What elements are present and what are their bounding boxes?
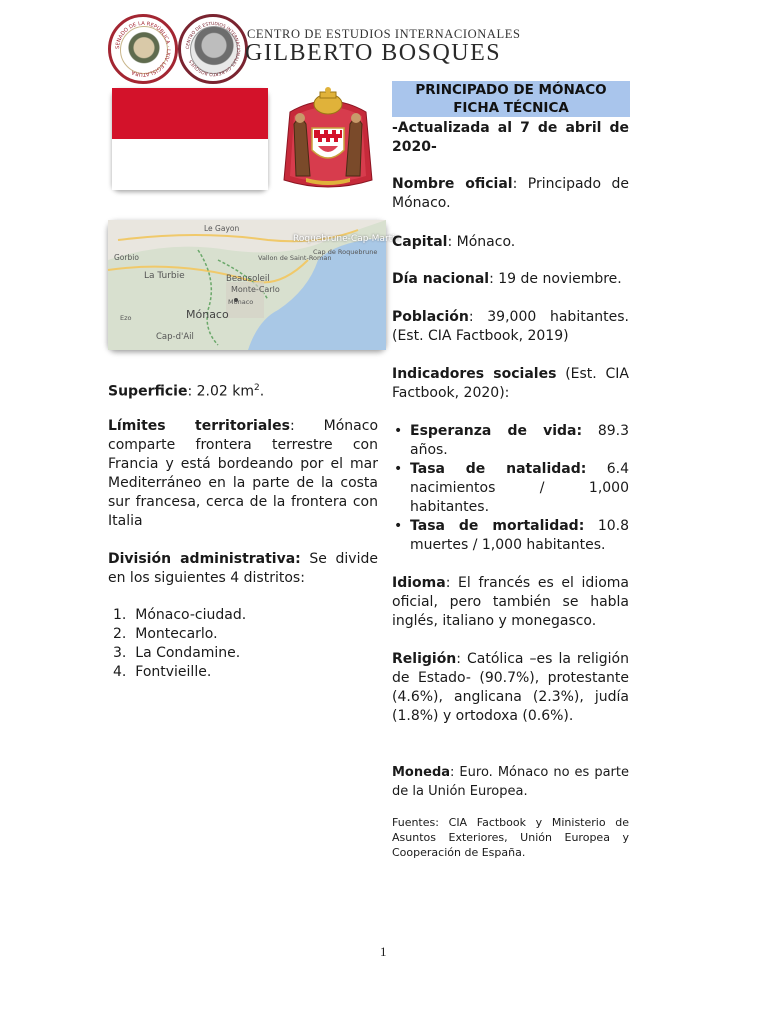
idioma-label: Idioma: [392, 575, 446, 591]
coat-of-arms-icon: [272, 84, 384, 196]
map-label: Cap-d'Ail: [156, 332, 194, 342]
indicator-label: Tasa de mortalidad:: [410, 518, 585, 534]
page-number: 1: [380, 944, 387, 959]
indicator-item: [392, 460, 629, 517]
idioma-value: : El francés es el idioma oficial, pero también se habla inglés, italiano y monegasco.: [392, 575, 629, 629]
indicadores-label: Indicadores sociales: [392, 366, 557, 382]
nombre-value: : Principado de Mónaco.: [392, 176, 629, 211]
map-label: Ezo: [120, 314, 132, 322]
title-line-2: FICHA TÉCNICA: [453, 100, 569, 116]
bullet-icon: •: [394, 423, 403, 439]
map-label: Monte-Carlo: [231, 285, 280, 294]
limites-label: Límites territoriales: [108, 418, 290, 434]
district-name: Montecarlo.: [135, 626, 218, 642]
monaco-flag: [112, 88, 268, 190]
division-value: Se divide en los siguientes 4 distritos:: [108, 551, 378, 586]
indicator-label: Esperanza de vida:: [410, 423, 583, 439]
religion-value: : Católica –es la religión de Estado- (90.7%), protestante (4.6%), anglicana (2.3%), judía (1.8%) y ortodoxa (0.6%).: [392, 651, 629, 724]
division-administrativa: [108, 550, 378, 588]
superficie-label: Superficie: [108, 383, 188, 400]
org-title: GILBERTO BOSQUES: [245, 40, 502, 66]
map-label: Cap de Roquebrune: [313, 248, 378, 256]
indicator-item: [392, 422, 629, 460]
indicator-item: [392, 517, 629, 555]
monaco-map: [108, 220, 401, 350]
map-label: Mónaco: [186, 308, 229, 321]
flag-white-band: [112, 139, 268, 190]
moneda-label: Moneda: [392, 765, 451, 780]
district-item: 3. La Condamine.: [113, 645, 241, 661]
indicator-value: 89.3 años.: [410, 423, 629, 458]
map-label: Mónaco: [228, 298, 254, 306]
svg-text:SENADO DE LA REPÚBLICA · LXIV: SENADO DE LA REPÚBLICA · LXIV LEGISLATURA: [114, 20, 172, 78]
bullet-icon: •: [394, 518, 403, 534]
title-line-1: PRINCIPADO DE MÓNACO: [415, 82, 607, 98]
limites-value: : Mónaco comparte frontera terrestre con Francia y está bordeando por el mar Mediterráneo en la parte de la costa sur francesa, cerca de la frontera con Italia: [108, 418, 379, 529]
division-label: División administrativa:: [108, 551, 301, 567]
org-subtitle: CENTRO DE ESTUDIOS INTERNACIONALES: [247, 27, 521, 41]
sources-note: Fuentes: CIA Factbook y Ministerio de Asuntos Exteriores, Unión Europea y Cooperación de España.: [392, 816, 629, 859]
indicator-value: 10.8 muertes / 1,000 habitantes.: [410, 518, 629, 553]
nombre-label: Nombre oficial: [392, 176, 513, 192]
religion-label: Religión: [392, 651, 457, 667]
map-label: Roquebrune-Cap-Martin: [293, 234, 401, 244]
district-name: La Condamine.: [135, 645, 241, 661]
moneda-value: : Euro. Mónaco no es parte de la Unión Europea.: [392, 765, 629, 799]
map-label: La Turbie: [144, 271, 185, 281]
poblacion-label: Población: [392, 309, 469, 325]
bullet-icon: •: [394, 461, 403, 477]
idioma: [392, 574, 629, 631]
map-label: Beausoleil: [226, 274, 270, 284]
indicadores-sociales: [392, 365, 629, 403]
dia-nacional: [392, 270, 629, 289]
poblacion-value: : 39,000 habitantes. (Est. CIA Factbook, 2019): [392, 309, 629, 344]
capital: [392, 233, 629, 252]
nombre-oficial: [392, 175, 629, 213]
capital-value: : Mónaco.: [447, 234, 516, 250]
poblacion: [392, 308, 629, 346]
superficie-end: .: [259, 383, 265, 400]
dia-value: : 19 de noviembre.: [489, 271, 622, 287]
district-name: Mónaco-ciudad.: [135, 607, 247, 623]
svg-text:CENTRO DE ESTUDIOS INTERNACION: CENTRO DE ESTUDIOS INTERNACIONALES GILBERTO BOSQUES: [185, 21, 241, 77]
religion: [392, 650, 629, 726]
superficie: [108, 379, 378, 402]
indicator-label: Tasa de natalidad:: [410, 461, 587, 477]
district-item: 2. Montecarlo.: [113, 626, 218, 642]
indicadores-value: (Est. CIA Factbook, 2020):: [392, 366, 629, 401]
cei-seal-text: [181, 17, 245, 81]
superficie-value: : 2.02 km: [187, 383, 254, 400]
district-item: 1. Mónaco-ciudad.: [113, 607, 247, 623]
flag-red-band: [112, 88, 268, 139]
updated-date: -Actualizada al 7 de abril de 2020-: [392, 120, 629, 155]
map-label: Gorbio: [114, 253, 139, 262]
cei-seal: [178, 14, 248, 84]
dia-label: Día nacional: [392, 271, 490, 287]
district-name: Fontvieille.: [135, 664, 212, 680]
indicator-value: 6.4 nacimientos / 1,000 habitantes.: [410, 461, 629, 515]
limites-territoriales: [108, 417, 378, 531]
superficie-sup: 2: [254, 383, 260, 393]
moneda: [392, 763, 629, 801]
map-label: Le Gayon: [204, 224, 240, 233]
senado-seal-text: [111, 17, 175, 81]
page-title: [392, 81, 630, 117]
senado-seal: [108, 14, 178, 84]
map-label: Vallon de Saint-Roman: [258, 254, 332, 262]
district-item: 4. Fontvieille.: [113, 664, 212, 680]
capital-label: Capital: [392, 234, 448, 250]
